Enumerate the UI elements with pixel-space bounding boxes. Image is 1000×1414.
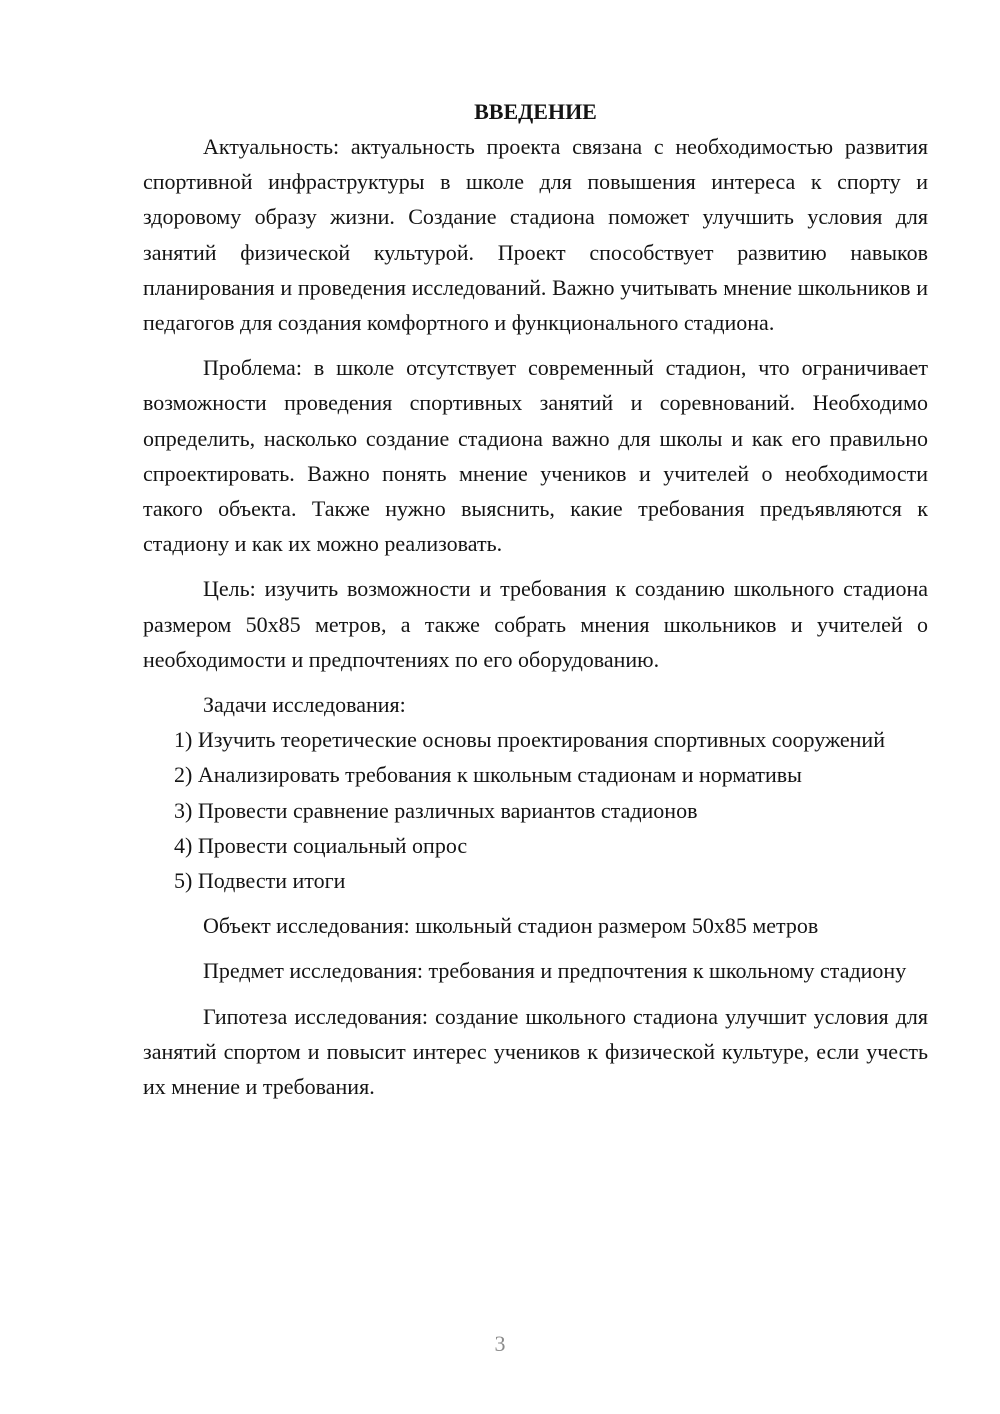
task-item-5: 5) Подвести итоги: [174, 868, 346, 894]
problem-paragraph: Проблема: в школе отсутствует современный стадион, что ограничивает возможности проведения спортивных занятий и соревнований. Необходимо определить, насколько создание стадиона важно для школы и как его правильно спроектировать. Важно понять мнение учеников и учителей о необходимости такого объекта. Также нужно выяснить, какие требования предъявляются к стадиону и как их можно реализовать.: [143, 355, 928, 557]
task-item-4: 4) Провести социальный опрос: [174, 832, 468, 858]
document-page: [143, 94, 928, 1104]
relevance-paragraph: Актуальность: актуальность проекта связана с необходимостью развития спортивной инфраструктуры в школе для повышения интереса к спорту и здоровому образу жизни. Создание стадиона поможет улучшить условия для занятий физической культурой. Проект способствует развитию навыков планирования и проведения исследований. Важно учитывать мнение школьников и педагогов для создания комфортного и функционального стадиона.: [143, 134, 928, 336]
tasks-title: Задачи исследования:: [203, 692, 406, 718]
page-number: 3: [494, 1331, 506, 1356]
task-item-3: 3) Провести сравнение различных вариантов стадионов: [174, 797, 698, 823]
subject-paragraph: Предмет исследования: требования и предпочтения к школьному стадиону: [203, 958, 907, 984]
page-title: ВВЕДЕНИЕ: [474, 99, 597, 124]
task-item-2: 2) Анализировать требования к школьным стадионам и нормативы: [174, 762, 802, 788]
object-paragraph: Объект исследования: школьный стадион размером 50х85 метров: [203, 913, 819, 939]
goal-paragraph: Цель: изучить возможности и требования к созданию школьного стадиона размером 50х85 метров, а также собрать мнения школьников и учителей о необходимости и предпочтениях по его оборудованию.: [143, 576, 928, 672]
hypothesis-paragraph: Гипотеза исследования: создание школьного стадиона улучшит условия для занятий спортом и повысит интерес учеников к физической культуре, если учесть их мнение и требования.: [143, 1003, 928, 1100]
task-item-1: 1) Изучить теоретические основы проектирования спортивных сооружений: [174, 727, 885, 753]
